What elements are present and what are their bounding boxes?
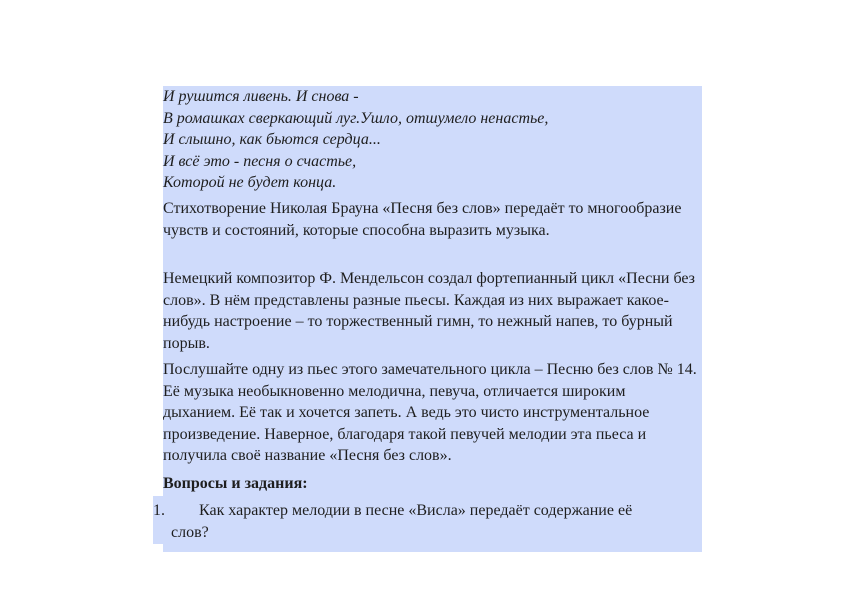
poem-line: В ромашках сверкающий луг.Ушло, отшумело ненастье, bbox=[163, 109, 549, 127]
paragraph-mendelssohn: Немецкий композитор Ф. Мендельсон создал фортепианный цикл «Песни без слов». В нём представлены разные пьесы. Каждая из них выражает какое-нибудь настроение – то торжественный гимн, то нежный напев, то бурный порыв. bbox=[163, 270, 695, 352]
question-text-line1: Как характер мелодии в песне «Висла» передаёт содержание её bbox=[199, 502, 633, 519]
poem-line: И рушится ливень. И снова - bbox=[163, 88, 359, 105]
question-number: 1. bbox=[153, 502, 165, 519]
question-text-line2: слов? bbox=[171, 523, 209, 541]
paragraph-song-14: Послушайте одну из пьес этого замечательного цикла – Песню без слов № 14. Её музыка необыкновенно мелодична, певуча, отличается широким дыханием. Её так и хочется запеть. А ведь это чисто инструментальное произведение. Наверное, благодаря такой певучей мелодии эта пьеса и получила своё название «Песня без слов». bbox=[163, 361, 697, 464]
poem-excerpt bbox=[163, 86, 683, 194]
poem-line: Которой не будет конца. bbox=[163, 174, 337, 191]
poem-line: И всё это - песня о счастье, bbox=[163, 152, 357, 170]
paragraph-braun: Стихотворение Николая Брауна «Песня без слов» передаёт то многообразие чувств и состояний, которые способна выразить музыка. bbox=[163, 200, 682, 239]
questions-heading: Вопросы и задания: bbox=[163, 475, 308, 492]
poem-line: И слышно, как бьются сердца... bbox=[163, 131, 381, 148]
